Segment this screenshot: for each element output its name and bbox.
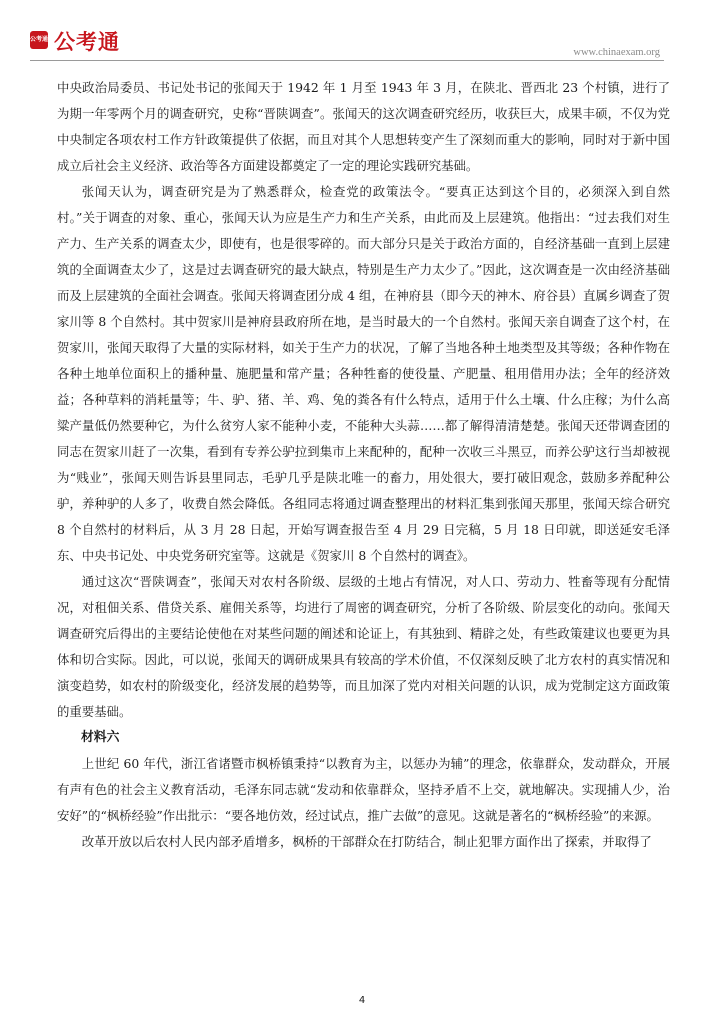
- page-header: [30, 31, 664, 67]
- header-divider: [30, 60, 664, 61]
- paragraph-1: 中央政治局委员、书记处书记的张闻天于 1942 年 1 月至 1943 年 3 月，在陕北、晋西北 23 个村镇，进行了为期一年零两个月的调查研究，史称“晋陕调查”。张闻天的这次调查研究经历，收获巨大，成果丰硕，不仅为党中央制定各项农村工作方针政策提供了依据，而且对其个人思想转变产生了深刻而重大的影响，同时对于新中国成立后社会主义经济、政治等各方面建设都奠定了一定的理论实践研究基础。: [57, 80, 670, 173]
- brand-name: 公考通: [54, 30, 120, 54]
- paragraph-3: 通过这次“晋陕调查”，张闻天对农村各阶级、层级的土地占有情况，对人口、劳动力、牲畜等现有分配情况，对租佃关系、借贷关系、雇佣关系等，均进行了周密的调查研究，分析了各阶级、阶层变化的动向。张闻天调查研究后得出的主要结论使他在对某些问题的阐述和论证上，有其独到、精辟之处，有些政策建议也要更为具体和切合实际。因此，可以说，张闻天的调研成果具有较高的学术价值，不仅深刻反映了北方农村的真实情况和演变趋势，如农村的阶级变化，经济发展的趋势等，而且加深了党内对相关问题的认识，成为党制定这方面政策的重要基础。: [57, 574, 670, 719]
- section-paragraph-1: 上世纪 60 年代，浙江省诸暨市枫桥镇秉持“以教育为主，以惩办为辅”的理念，依靠群众，发动群众，开展有声有色的社会主义教育活动，毛泽东同志就“发动和依靠群众，坚持矛盾不上交，就地解决。实现捕人少，治安好”的“枫桥经验”作出批示：“要各地仿效，经过试点，推广去做”的意见。这就是著名的“枫桥经验”的来源。: [57, 756, 670, 823]
- brand-logo-icon: 公考通: [30, 31, 48, 49]
- section-paragraph-2: 改革开放以后农村人民内部矛盾增多，枫桥的干部群众在打防结合，制止犯罪方面作出了探索，并取得了: [81, 834, 652, 849]
- document-body: [57, 75, 670, 855]
- paragraph-2: 张闻天认为，调查研究是为了熟悉群众，检查党的政策法令。“要真正达到这个目的，必须深入到自然村。”关于调查的对象、重心，张闻天认为应是生产力和生产关系，由此而及上层建筑。他指出：“过去我们对生产力、生产关系的调查太少，即使有，也是很零碎的。而大部分只是关于政治方面的，自经济基础一直到上层建筑的全面调查太少了，这是过去调查研究的最大缺点，特别是生产力太少了。”因此，这次调查是一次由经济基础而及上层建筑的全面社会调查。张闻天将调查团分成 4 组，在神府县（即今天的神木、府谷县）直属乡调查了贺家川等 8 个自然村。其中贺家川是神府县政府所在地，是当时最大的一个自然村。张闻天亲自调查了这个村，在贺家川，张闻天取得了大量的实际材料，如关于生产力的状况，了解了当地各种土地类型及其等级；各种作物在各种土地单位面积上的播种量、施肥量和常产量；各种牲畜的使役量、产肥量、租用借用办法；全年的经济效益；各种草料的消耗量等；牛、驴、猪、羊、鸡、兔的粪各有什么特点，适用于什么土壤、什么庄稼；为什么高粱产量低仍然要种它，为什么贫穷人家不能种小麦，不能种大头蒜……都了解得清清楚楚。张闻天还带调查团的同志在贺家川赶了一次集，看到有专养公驴拉到集市上来配种的，配种一次收三斗黑豆，而养公驴这行当却被视为“贱业”，张闻天则告诉县里同志，毛驴几乎是陕北唯一的畜力，用处很大，要打破旧观念，鼓励多养配种公驴，养种驴的人多了，收费自然会降低。各组同志将通过调查整理出的材料汇集到张闻天那里，张闻天综合研究 8 个自然村的材料后，从 3 月 28 日起，开始写调查报告至 4 月 29 日完稿，5 月 18 日印就，即送延安毛泽东、中央书记处、中央党务研究室等。这就是《贺家川 8 个自然村的调查》。: [57, 184, 670, 563]
- section-title: 材料六: [81, 730, 120, 745]
- page-number: 4: [358, 995, 366, 1006]
- site-url[interactable]: www.chinaexam.org: [573, 47, 660, 58]
